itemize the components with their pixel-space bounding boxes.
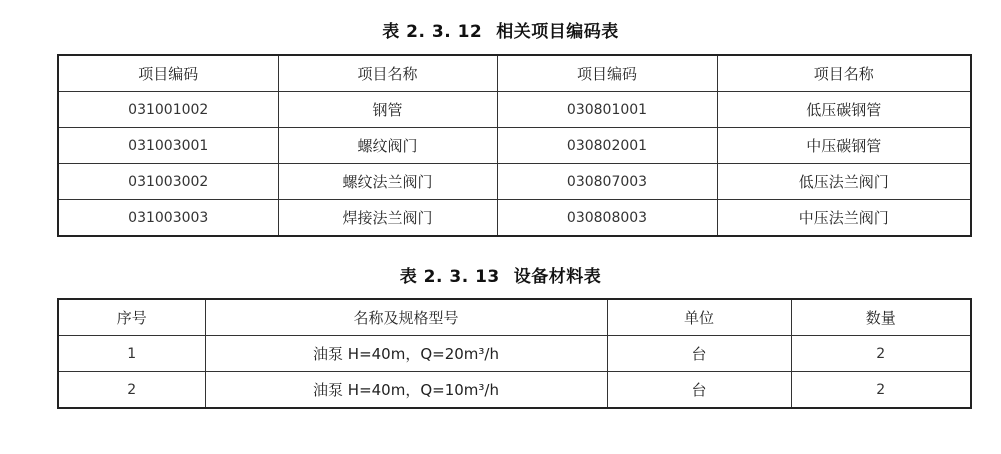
table-cell: 1 <box>58 336 205 372</box>
table-title: 设备材料表 <box>513 267 602 287</box>
column-header-project-name: 项目名称 <box>278 55 497 92</box>
column-header-quantity: 数量 <box>791 299 971 336</box>
table-caption-related-codes <box>0 17 1001 42</box>
column-header-unit: 单位 <box>607 299 791 336</box>
table-number: 表 2. 3. 13 <box>399 267 500 287</box>
table-row <box>58 200 971 237</box>
table-cell: 油泵 H=40m，Q=10m³/h <box>205 372 607 409</box>
table-cell: 030801001 <box>497 92 717 128</box>
table-cell: 螺纹法兰阀门 <box>278 164 497 200</box>
table-number: 表 2. 3. 12 <box>382 22 483 42</box>
table-row <box>58 128 971 164</box>
table-cell: 低压碳钢管 <box>717 92 971 128</box>
table-cell: 030802001 <box>497 128 717 164</box>
table-cell: 中压碳钢管 <box>717 128 971 164</box>
table-cell: 低压法兰阀门 <box>717 164 971 200</box>
table-cell: 螺纹阀门 <box>278 128 497 164</box>
column-header-name-and-spec: 名称及规格型号 <box>205 299 607 336</box>
table-cell: 2 <box>791 336 971 372</box>
table-cell: 031003002 <box>58 164 278 200</box>
table-cell: 中压法兰阀门 <box>717 200 971 237</box>
table-cell: 焊接法兰阀门 <box>278 200 497 237</box>
table-row <box>58 372 971 409</box>
column-header-project-code: 项目编码 <box>497 55 717 92</box>
table-row <box>58 92 971 128</box>
table-header-row <box>58 299 971 336</box>
table-cell: 030808003 <box>497 200 717 237</box>
table-cell: 2 <box>58 372 205 409</box>
table-header-row <box>58 55 971 92</box>
equipment-materials-table <box>57 298 972 409</box>
column-header-project-code: 项目编码 <box>58 55 278 92</box>
table-row <box>58 336 971 372</box>
table-title: 相关项目编码表 <box>496 22 619 42</box>
table-cell: 钢管 <box>278 92 497 128</box>
table-cell: 台 <box>607 336 791 372</box>
table-cell: 2 <box>791 372 971 409</box>
table-caption-equipment-materials <box>0 262 1001 287</box>
table-cell: 031001002 <box>58 92 278 128</box>
related-project-codes-table <box>57 54 972 237</box>
table-cell: 台 <box>607 372 791 409</box>
column-header-serial-number: 序号 <box>58 299 205 336</box>
table-row <box>58 164 971 200</box>
table-cell: 030807003 <box>497 164 717 200</box>
column-header-project-name: 项目名称 <box>717 55 971 92</box>
table-cell: 油泵 H=40m，Q=20m³/h <box>205 336 607 372</box>
table-cell: 031003001 <box>58 128 278 164</box>
table-cell: 031003003 <box>58 200 278 237</box>
